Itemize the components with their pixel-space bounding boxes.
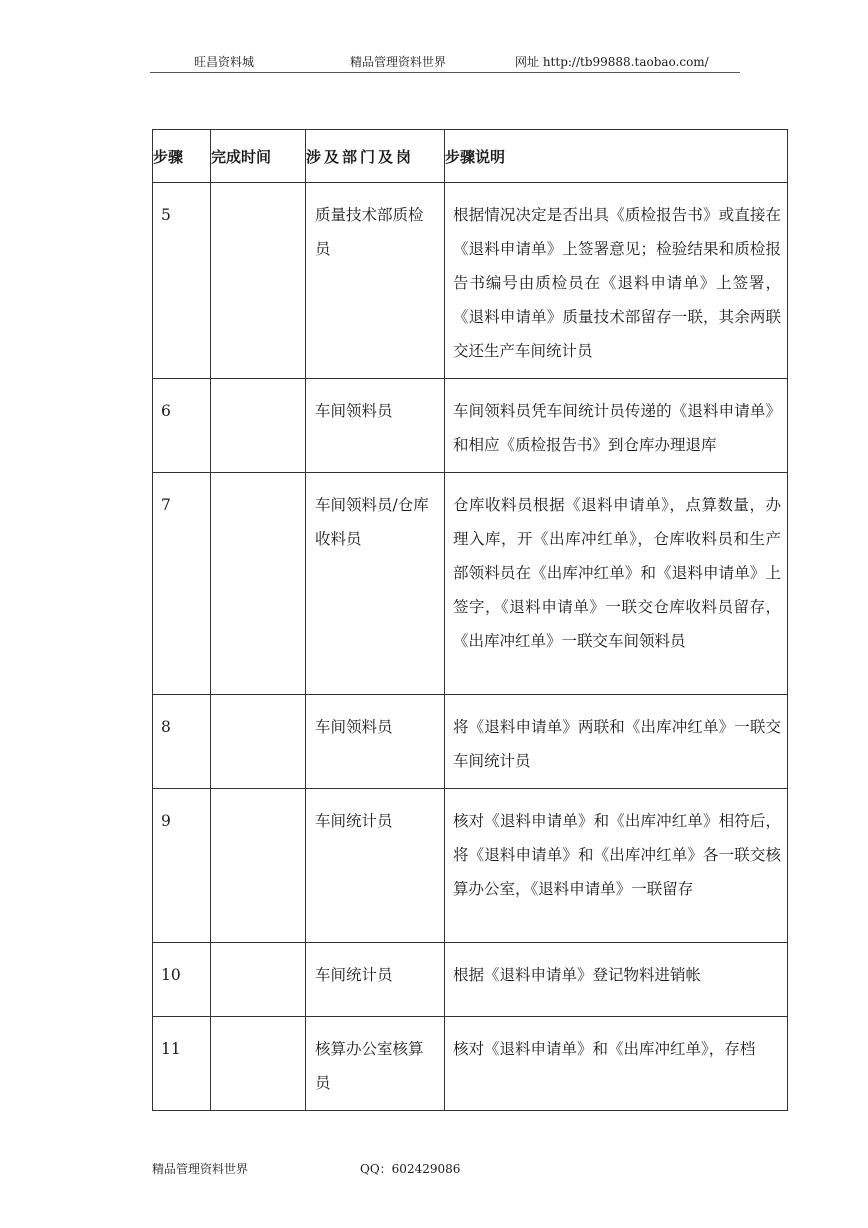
completion-time xyxy=(211,789,305,814)
page-header xyxy=(150,50,740,73)
department: 核算办公室核算员 xyxy=(315,1040,424,1092)
header-slogan: 精品管理资料世界 xyxy=(350,55,447,69)
department: 车间领料员/仓库收料员 xyxy=(315,496,429,548)
table-row xyxy=(153,943,788,1017)
footer-qq: QQ：602429086 xyxy=(360,1162,461,1176)
header-site-name: 旺昌资料城 xyxy=(194,55,255,69)
step-description: 核对《退料申请单》和《出库冲红单》，存档 xyxy=(453,1040,756,1058)
header-url: 网址 http://tb99888.taobao.com/ xyxy=(515,55,709,69)
department: 车间统计员 xyxy=(315,966,393,984)
department: 车间领料员 xyxy=(315,402,393,420)
completion-time xyxy=(211,379,305,404)
step-number: 11 xyxy=(161,1040,181,1058)
table-header-row xyxy=(153,130,788,183)
column-header-department: 涉及部门及岗 xyxy=(306,130,445,183)
step-number: 9 xyxy=(161,812,171,830)
completion-time xyxy=(211,1017,305,1042)
department: 车间统计员 xyxy=(315,812,393,830)
column-header-step: 步骤 xyxy=(153,130,211,183)
step-description: 核对《退料申请单》和《出库冲红单》相符后，将《退料申请单》和《出库冲红单》各一联交核算办公室，《退料申请单》一联留存 xyxy=(453,812,781,898)
column-header-time: 完成时间 xyxy=(211,130,306,183)
step-number: 10 xyxy=(161,966,181,984)
completion-time xyxy=(211,473,305,498)
step-description: 根据《退料申请单》登记物料进销帐 xyxy=(453,966,702,984)
process-steps-table xyxy=(152,129,788,1111)
step-description: 仓库收料员根据《退料申请单》，点算数量，办理入库，开《出库冲红单》，仓库收料员和生产部领料员在《出库冲红单》和《退料申请单》上签字，《退料申请单》一联交仓库收料员留存，《出库冲红单》一联交车间领料员 xyxy=(453,496,781,650)
table-row xyxy=(153,183,788,379)
step-number: 8 xyxy=(161,718,171,736)
table-row xyxy=(153,789,788,943)
footer-site-name: 精品管理资料世界 xyxy=(152,1162,249,1176)
table-row xyxy=(153,695,788,789)
department: 车间领料员 xyxy=(315,718,393,736)
completion-time xyxy=(211,183,305,208)
step-description: 根据情况决定是否出具《质检报告书》或直接在《退料申请单》上签署意见；检验结果和质检报告书编号由质检员在《退料申请单》上签署，《退料申请单》质量技术部留存一联，其余两联交还生产车间统计员 xyxy=(453,206,781,360)
column-header-description: 步骤说明 xyxy=(445,130,788,183)
table-row xyxy=(153,473,788,695)
completion-time xyxy=(211,695,305,720)
step-number: 5 xyxy=(161,206,171,224)
table-row xyxy=(153,379,788,473)
department: 质量技术部质检员 xyxy=(315,206,424,258)
step-number: 6 xyxy=(161,402,171,420)
step-description: 车间领料员凭车间统计员传递的《退料申请单》和相应《质检报告书》到仓库办理退库 xyxy=(453,402,781,454)
completion-time xyxy=(211,943,305,968)
step-description: 将《退料申请单》两联和《出库冲红单》一联交车间统计员 xyxy=(453,718,781,770)
step-number: 7 xyxy=(161,496,171,514)
table-row xyxy=(153,1017,788,1111)
